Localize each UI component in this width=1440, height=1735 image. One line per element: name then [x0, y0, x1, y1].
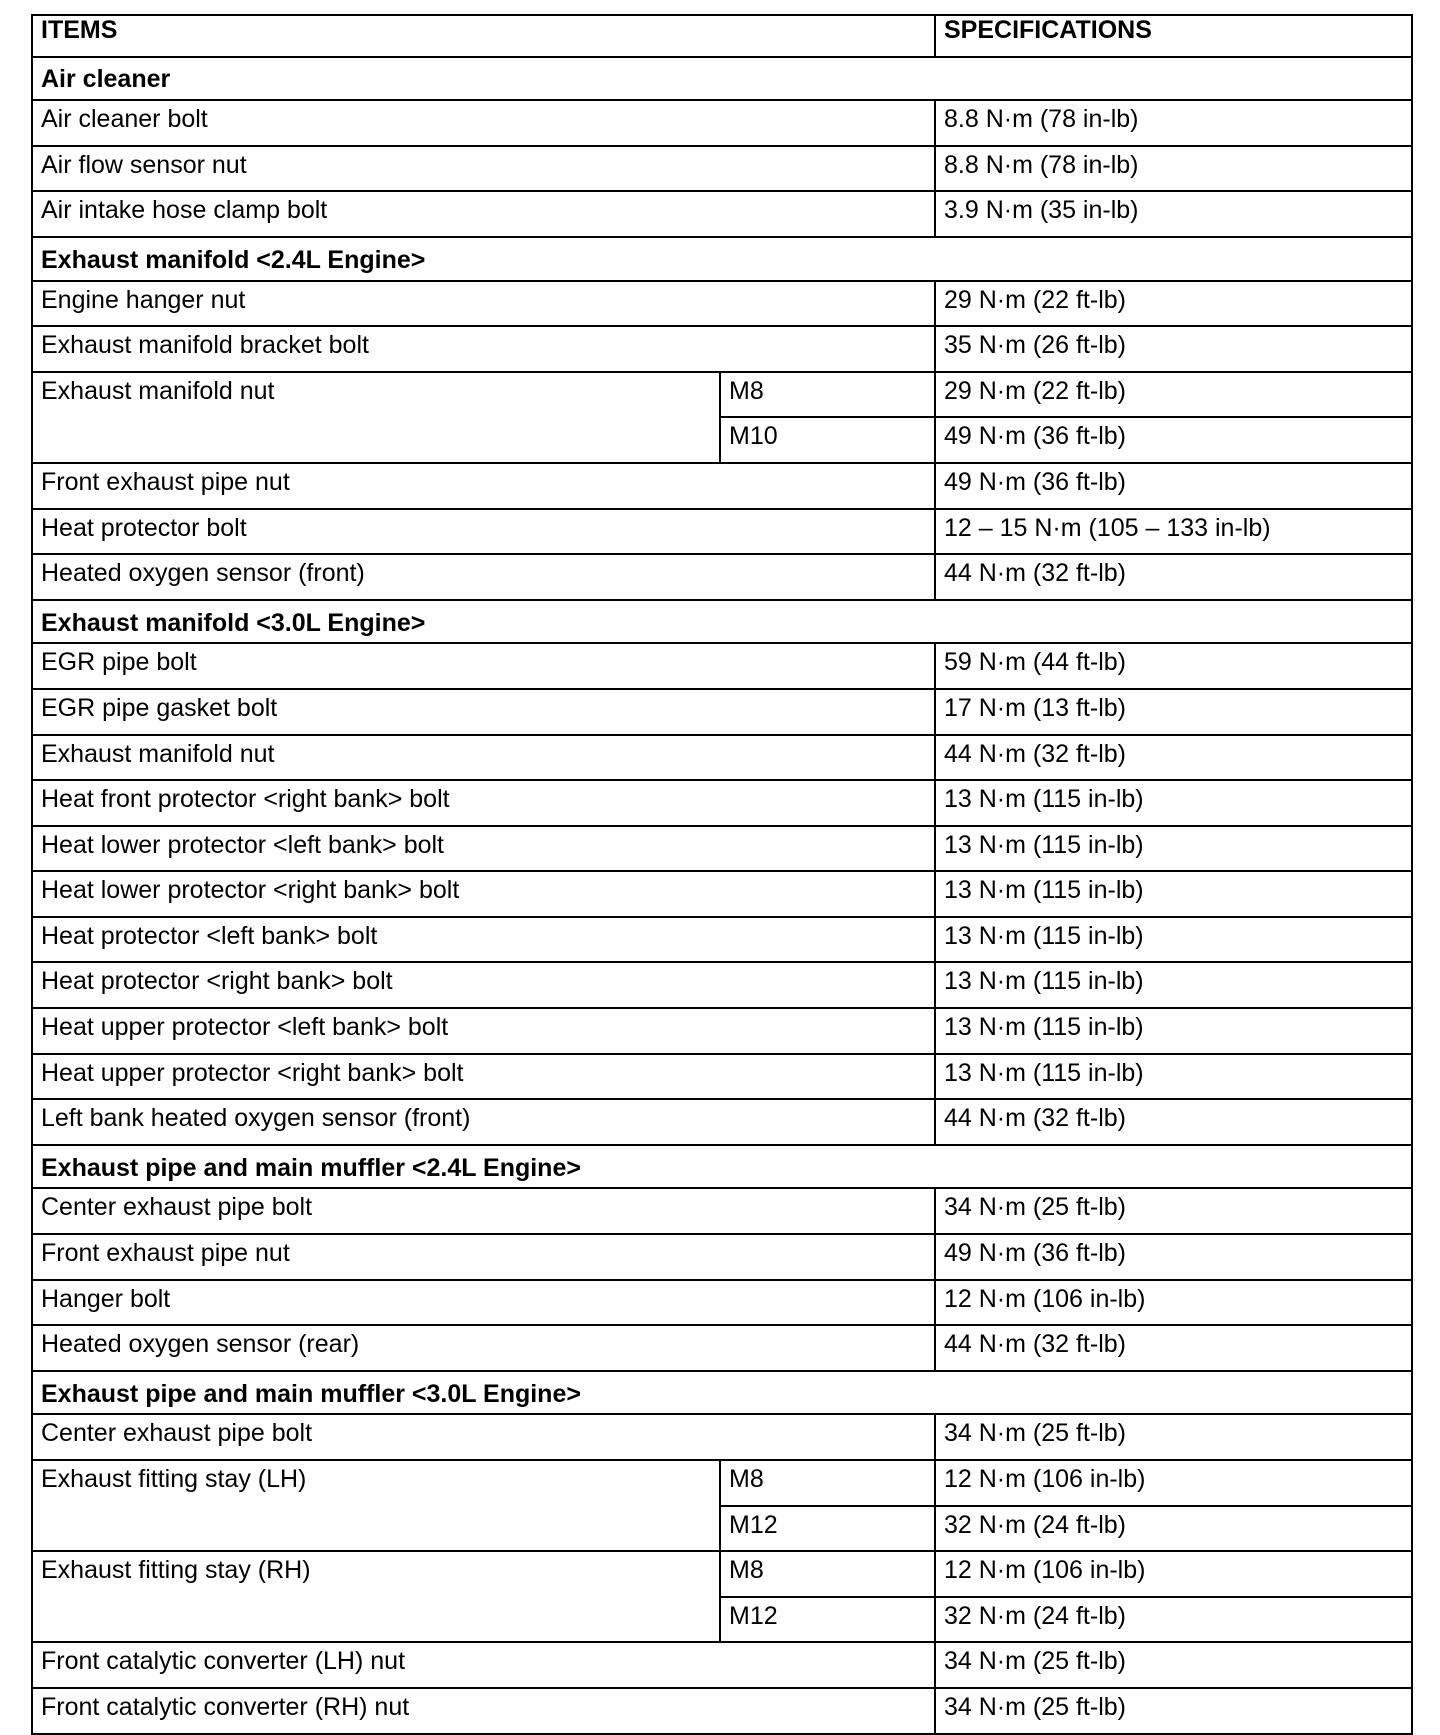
table-row: [32, 643, 1412, 689]
item-name: Center exhaust pipe bolt: [32, 1188, 935, 1234]
table-row: [32, 871, 1412, 917]
table-row: [32, 1099, 1412, 1145]
table-row: [32, 554, 1412, 600]
item-spec: 49 N·m (36 ft-lb): [935, 1234, 1412, 1280]
table-row: [32, 463, 1412, 509]
item-spec: 49 N·m (36 ft-lb): [935, 463, 1412, 509]
item-spec: 13 N·m (115 in-lb): [935, 1054, 1412, 1100]
section-title: Air cleaner: [32, 57, 1412, 101]
item-spec: 32 N·m (24 ft-lb): [935, 1597, 1412, 1643]
item-spec: 35 N·m (26 ft-lb): [935, 326, 1412, 372]
item-spec: 12 N·m (106 in-lb): [935, 1280, 1412, 1326]
item-name: Exhaust fitting stay (RH): [32, 1551, 720, 1642]
item-spec: 13 N·m (115 in-lb): [935, 917, 1412, 963]
item-size: M8: [720, 1460, 935, 1506]
item-name: Heat upper protector <right bank> bolt: [32, 1054, 935, 1100]
item-spec: 3.9 N·m (35 in-lb): [935, 191, 1412, 237]
table-row: [32, 1008, 1412, 1054]
section-row: [32, 237, 1412, 281]
table-row: [32, 281, 1412, 327]
item-spec: 44 N·m (32 ft-lb): [935, 735, 1412, 781]
table-row: [32, 1054, 1412, 1100]
item-name: Air cleaner bolt: [32, 100, 935, 146]
table-row: [32, 191, 1412, 237]
item-name: Exhaust fitting stay (LH): [32, 1460, 720, 1551]
table-row: [32, 1188, 1412, 1234]
table-row: [32, 1414, 1412, 1460]
item-name: Hanger bolt: [32, 1280, 935, 1326]
table-row: [32, 1642, 1412, 1688]
item-name: Engine hanger nut: [32, 281, 935, 327]
item-name: Exhaust manifold nut: [32, 372, 720, 463]
item-spec: 13 N·m (115 in-lb): [935, 962, 1412, 1008]
item-spec: 29 N·m (22 ft-lb): [935, 281, 1412, 327]
item-spec: 12 N·m (106 in-lb): [935, 1551, 1412, 1597]
table-row: [32, 146, 1412, 192]
section-title: Exhaust manifold <3.0L Engine>: [32, 600, 1412, 644]
item-spec: 44 N·m (32 ft-lb): [935, 554, 1412, 600]
table-row: [32, 1234, 1412, 1280]
item-spec: 8.8 N·m (78 in-lb): [935, 146, 1412, 192]
item-spec: 29 N·m (22 ft-lb): [935, 372, 1412, 418]
torque-spec-table: [31, 14, 1413, 1735]
table-row: [32, 326, 1412, 372]
item-spec: 34 N·m (25 ft-lb): [935, 1188, 1412, 1234]
item-name: Heated oxygen sensor (rear): [32, 1325, 935, 1371]
item-spec: 44 N·m (32 ft-lb): [935, 1099, 1412, 1145]
item-spec: 32 N·m (24 ft-lb): [935, 1506, 1412, 1552]
table-row: [32, 826, 1412, 872]
item-size: M12: [720, 1506, 935, 1552]
item-spec: 13 N·m (115 in-lb): [935, 1008, 1412, 1054]
item-size: M8: [720, 1551, 935, 1597]
table-row: [32, 962, 1412, 1008]
item-spec: 59 N·m (44 ft-lb): [935, 643, 1412, 689]
section-title: Exhaust pipe and main muffler <2.4L Engine>: [32, 1145, 1412, 1189]
item-spec: 12 N·m (106 in-lb): [935, 1460, 1412, 1506]
table-row: [32, 1688, 1412, 1734]
item-name: Exhaust manifold bracket bolt: [32, 326, 935, 372]
item-spec: 13 N·m (115 in-lb): [935, 780, 1412, 826]
header-row: [32, 15, 1412, 57]
item-spec: 34 N·m (25 ft-lb): [935, 1414, 1412, 1460]
section-title: Exhaust manifold <2.4L Engine>: [32, 237, 1412, 281]
item-name: Exhaust manifold nut: [32, 735, 935, 781]
item-spec: 13 N·m (115 in-lb): [935, 871, 1412, 917]
item-spec: 13 N·m (115 in-lb): [935, 826, 1412, 872]
item-name: Front catalytic converter (RH) nut: [32, 1688, 935, 1734]
item-size: M8: [720, 372, 935, 418]
item-name: Air intake hose clamp bolt: [32, 191, 935, 237]
section-row: [32, 1371, 1412, 1415]
item-name: Heat front protector <right bank> bolt: [32, 780, 935, 826]
item-name: Heat protector <right bank> bolt: [32, 962, 935, 1008]
table-row: [32, 372, 1412, 418]
item-spec: 8.8 N·m (78 in-lb): [935, 100, 1412, 146]
table-row: [32, 917, 1412, 963]
items-header: ITEMS: [32, 15, 935, 57]
item-name: Center exhaust pipe bolt: [32, 1414, 935, 1460]
item-name: Left bank heated oxygen sensor (front): [32, 1099, 935, 1145]
table-row: [32, 1551, 1412, 1597]
section-row: [32, 1145, 1412, 1189]
section-title: Exhaust pipe and main muffler <3.0L Engine>: [32, 1371, 1412, 1415]
table-row: [32, 100, 1412, 146]
table-body: [32, 57, 1412, 1734]
table-row: [32, 509, 1412, 555]
item-spec: 34 N·m (25 ft-lb): [935, 1688, 1412, 1734]
specifications-header: SPECIFICATIONS: [935, 15, 1412, 57]
item-name: Heat protector bolt: [32, 509, 935, 555]
item-name: Heat lower protector <left bank> bolt: [32, 826, 935, 872]
item-spec: 34 N·m (25 ft-lb): [935, 1642, 1412, 1688]
item-name: Heat lower protector <right bank> bolt: [32, 871, 935, 917]
section-row: [32, 600, 1412, 644]
item-name: Air flow sensor nut: [32, 146, 935, 192]
item-spec: 44 N·m (32 ft-lb): [935, 1325, 1412, 1371]
item-name: Front exhaust pipe nut: [32, 463, 935, 509]
table-row: [32, 780, 1412, 826]
table-row: [32, 689, 1412, 735]
item-spec: 17 N·m (13 ft-lb): [935, 689, 1412, 735]
table-row: [32, 735, 1412, 781]
item-name: EGR pipe bolt: [32, 643, 935, 689]
table-row: [32, 1460, 1412, 1506]
table-row: [32, 1280, 1412, 1326]
item-spec: 12 – 15 N·m (105 – 133 in-lb): [935, 509, 1412, 555]
item-name: Front exhaust pipe nut: [32, 1234, 935, 1280]
item-size: M12: [720, 1597, 935, 1643]
table-row: [32, 1325, 1412, 1371]
item-name: Front catalytic converter (LH) nut: [32, 1642, 935, 1688]
item-size: M10: [720, 417, 935, 463]
item-name: EGR pipe gasket bolt: [32, 689, 935, 735]
section-row: [32, 57, 1412, 101]
item-name: Heated oxygen sensor (front): [32, 554, 935, 600]
item-name: Heat upper protector <left bank> bolt: [32, 1008, 935, 1054]
item-name: Heat protector <left bank> bolt: [32, 917, 935, 963]
item-spec: 49 N·m (36 ft-lb): [935, 417, 1412, 463]
